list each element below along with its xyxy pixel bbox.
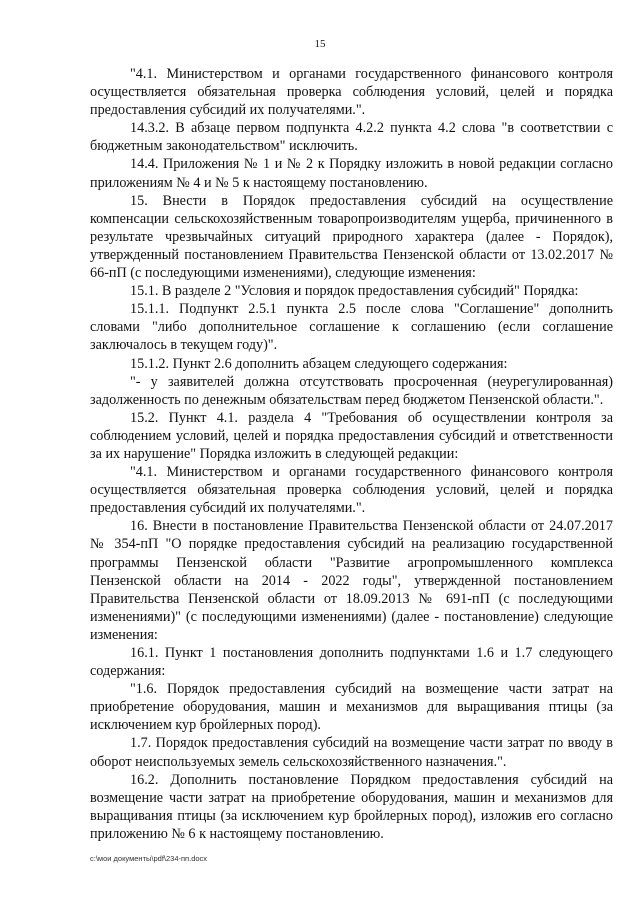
document-body	[90, 65, 613, 843]
paragraph: 15.1.2. Пункт 2.6 дополнить абзацем следующего содержания:	[130, 355, 508, 372]
paragraph: "1.6. Порядок предоставления субсидий на возмещение части затрат на приобретение оборудования, машин и механизмов для выращивания птицы (за исключением кур бройлерных пород).	[90, 681, 613, 734]
paragraph: 14.4. Приложения № 1 и № 2 к Порядку изложить в новой редакции согласно приложениям № 4 и № 5 к настоящему постановлению.	[90, 156, 613, 191]
paragraph: "- у заявителей должна отсутствовать просроченная (неурегулированная) задолженность по денежным обязательствам перед бюджетом Пензенской области.".	[90, 373, 613, 408]
paragraph: "4.1. Министерством и органами государственного финансового контроля осуществляется обязательная проверка соблюдения условий, целей и порядка предоставления субсидий их получателями.".	[90, 66, 613, 119]
paragraph: 16.2. Дополнить постановление Порядком предоставления субсидий на возмещение части затрат на приобретение оборудования, машин и механизмов для выращивания птицы (за исключением кур бройлерных пород), изложив его согласно приложению № 6 к настоящему постановлению.	[90, 771, 613, 842]
page-number: 15	[314, 38, 326, 50]
paragraph: 16. Внести в постановление Правительства Пензенской области от 24.07.2017 № 354-пП "О порядке предоставления субсидий на реализацию государственной программы Пензенской области "Развитие агропромышленного комплекса Пензенской области на 2014 - 2022 годы", утвержденной постановлением Правительства Пензенской области от 18.09.2013 № 691-пП (с последующими изменениями)" (с последующими изменениями) (далее - постановление) следующие изменения:	[90, 518, 613, 643]
paragraph: 15.1.1. Подпункт 2.5.1 пункта 2.5 после слова "Соглашение" дополнить словами "либо дополнительное соглашение к соглашению (если соглашение заключалось в текущем году)".	[90, 301, 613, 354]
paragraph: 15.1. В разделе 2 "Условия и порядок предоставления субсидий" Порядка:	[130, 283, 579, 300]
paragraph: 1.7. Порядок предоставления субсидий на возмещение части затрат по вводу в оборот неиспользуемых земель сельскохозяйственного назначения.".	[90, 735, 613, 770]
footer-file-path: c:\мои документы\pdf\234-пп.docx	[90, 854, 208, 863]
paragraph: 15.2. Пункт 4.1. раздела 4 "Требования об осуществлении контроля за соблюдением условий, целей и порядка предоставления субсидий и ответственности за их нарушение" Порядка изложить в следующей редакции:	[90, 409, 613, 462]
paragraph: 14.3.2. В абзаце первом подпункта 4.2.2 пункта 4.2 слова "в соответствии с бюджетным законодательством" исключить.	[90, 120, 613, 155]
paragraph: 15. Внести в Порядок предоставления субсидий на осуществление компенсации сельскохозяйственным товаропроизводителям ущерба, причиненного в результате чрезвычайных ситуаций природного характера (далее - Порядок), утвержденный постановлением Правительства Пензенской области от 13.02.2017 № 66-пП (с последующими изменениями), следующие изменения:	[90, 192, 613, 282]
paragraph: "4.1. Министерством и органами государственного финансового контроля осуществляется обязательная проверка соблюдения условий, целей и порядка предоставления субсидий их получателями.".	[90, 464, 613, 517]
paragraph: 16.1. Пункт 1 постановления дополнить подпунктами 1.6 и 1.7 следующего содержания:	[90, 645, 613, 680]
